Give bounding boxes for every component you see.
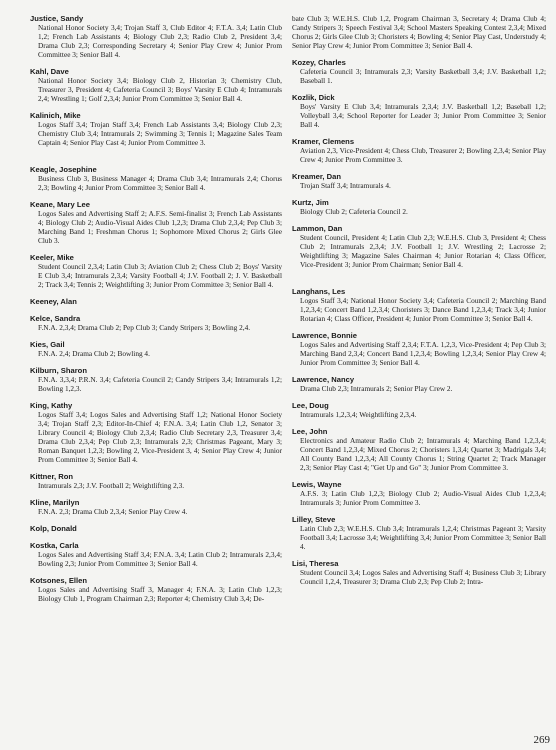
activities-text: Logos Staff 3,4; National Honor Society 3,4; Cafeteria Council 2; Marching Band 1,2,3,4; Concert Band 1,2,3,4; Choristers 3; Dance Band 1,2,3,4; Track 3,4; Junior Rotarian 4; Class Officer, President 4; Junior Prom Committee 3; Senior Ball 4. (300, 296, 546, 323)
activities-text: Student Council 3,4; Logos Sales and Advertising Staff 4; Business Club 3; Library Council 1,2,4, Treasurer 3; Drama Club 2,3; Pep Club 2; Intra- (300, 568, 546, 586)
activities-text: Logos Sales and Advertising Staff 2; A.F.S. Semi-finalist 3; French Lab Assistants 4; Biology Club 2; Audio-Visual Aides Club 1,2,3; Drama Club 2,3,4; Pep Club 3; Marching Band 1; Freshman Chorus 1; Sophomore Mixed Chorus 2; Girls Glee Club 3. (38, 209, 282, 245)
page-number: 269 (533, 734, 550, 746)
student-name: Keagle, Josephine (30, 165, 97, 174)
activities-text: F.N.A. 2,3,4; Drama Club 2; Pep Club 3; Candy Stripers 3; Bowling 2,4. (38, 323, 251, 332)
roster-entry (30, 67, 282, 103)
student-name: Lammon, Dan (292, 224, 343, 233)
activities-text: National Honor Society 3,4; Biology Club 2, Historian 3; Chemistry Club, Treasurer 3, President 4; Cafeteria Council 3; Boys' Varsity E Club 4; Intramurals 2,4; Wrestling 1; Golf 2,3,4; Junior Prom Committee 3; Senior Ball 4. (38, 76, 282, 103)
student-name: Lawrence, Bonnie (292, 331, 357, 340)
roster-entry (292, 515, 546, 551)
roster-entry (30, 401, 282, 464)
roster-entry (30, 524, 282, 533)
roster-entry (292, 287, 546, 323)
roster-entry (292, 331, 546, 367)
roster-entry (30, 111, 282, 147)
roster-entry (292, 198, 546, 216)
roster-entry (30, 314, 282, 332)
student-name: King, Kathy (30, 401, 73, 410)
student-name: Lilley, Steve (292, 515, 336, 524)
student-name: Lewis, Wayne (292, 480, 342, 489)
student-name: Kalinich, Mike (30, 111, 81, 120)
roster-entry (30, 472, 282, 490)
activities-text: Aviation 2,3, Vice-President 4; Chess Club, Treasurer 2; Bowling 2,3,4; Senior Play Crew 4; Junior Prom Committee 3. (300, 146, 546, 164)
activities-text: Latin Club 2,3; W.E.H.S. Club 3,4; Intramurals 1,2,4; Christmas Pageant 3; Varsity Football 3,4; Lacrosse 3,4; Weightlifting 3,4; Junior Prom Committee 3; Senior Ball 4. (300, 524, 546, 551)
roster-entry (30, 340, 282, 358)
student-name: Kostka, Carla (30, 541, 79, 550)
activities-text: Logos Sales and Advertising Staff 2,3,4; F.T.A. 1,2,3, Vice-President 4; Pep Club 3; Marching Band 2,3,4; Concert Band 1,2,3,4; Bowling 1,2,3,4; Senior Play Crew 4; Junior Prom Committee 3; Senior Ball 4. (300, 340, 546, 367)
roster-entry (292, 559, 546, 586)
roster-entry (292, 375, 546, 393)
activities-text: Student Council 2,3,4; Latin Club 3; Aviation Club 2; Chess Club 2; Boys' Varsity E Club 3,4; Intramurals 2,3,4; Varsity Football 4; J.V. Football 2; J. V. Basketball 2; Track 3,4; Tennis 2; Weightlifting 3; Junior Prom Committee 3; Senior Ball 4. (38, 262, 282, 289)
roster-entry (30, 498, 282, 516)
activities-text: Cafeteria Council 3; Intramurals 2,3; Varsity Basketball 3,4; J.V. Basketball 1,2; Baseball 1. (300, 67, 546, 85)
student-name: Kurtz, Jim (292, 198, 329, 207)
student-name: Kramer, Clemens (292, 137, 355, 146)
activities-text: A.F.S. 3; Latin Club 1,2,3; Biology Club 2; Audio-Visual Aides Club 1,2,3,4; Intramurals 3; Junior Prom Committee 3. (300, 489, 546, 507)
student-name: Lee, John (292, 427, 328, 436)
student-name: Kozey, Charles (292, 58, 346, 67)
roster-entry (292, 427, 546, 472)
student-name: Kahl, Dave (30, 67, 69, 76)
activities-text: Electronics and Amateur Radio Club 2; Intramurals 4; Marching Band 1,2,3,4; Concert Band 1,2,3,4; Mixed Chorus 2; Choristers 1,3,4; Quartet 3; Madrigals 3,4; All County Band 1,2,3,4; All County Chorus 1; String Quartet 2; Track Manager 2,3; Senior Play Cast 4; "Get Up and Go" 3; Junior Prom Committee 3. (300, 436, 546, 472)
activities-text: Student Council, President 4; Latin Club 2,3; W.E.H.S. Club 3, President 4; Chess Club 2; Intramurals 2,3,4; J.V. Football 1; J.V. Wrestling 2; Lacrosse 2; Weightlifting 3; Magazine Sales Chairman 4; Junior Rotarian 4; Class Officer, Vice-President 3; Junior Prom Chairman; Senior Ball 4. (300, 233, 546, 269)
roster-entry (30, 576, 282, 603)
activities-text: Intramurals 2,3; J.V. Football 2; Weightlifting 2,3. (38, 481, 185, 490)
roster-entry (30, 165, 282, 192)
student-name: Kline, Marilyn (30, 498, 80, 507)
student-name: Kittner, Ron (30, 472, 74, 481)
student-name: Lee, Doug (292, 401, 329, 410)
student-name: Kies, Gail (30, 340, 65, 349)
activities-text: Logos Sales and Advertising Staff 3,4; F.N.A. 3,4; Latin Club 2; Intramurals 2,3,4; Bowling 2,3; Junior Prom Committee 3; Senior Ball 4. (38, 550, 282, 568)
activities-text: Intramurals 1,2,3,4; Weightlifting 2,3,4. (300, 410, 417, 419)
roster-entry (30, 253, 282, 289)
roster-entry (292, 172, 546, 190)
student-name: Kozlik, Dick (292, 93, 335, 102)
roster-entry (292, 401, 546, 419)
roster-entry (30, 366, 282, 393)
roster-entry (292, 58, 546, 85)
roster-entry (30, 297, 282, 306)
student-name: Kolp, Donald (30, 524, 77, 533)
right-column (292, 14, 546, 586)
activities-text: Logos Sales and Advertising Staff 3, Manager 4; F.N.A. 3; Latin Club 1,2,3; Biology Club 1, Program Chairman 2,3; Reporter 4; Chemistry Club 3,4; De- (38, 585, 282, 603)
roster-entry (30, 14, 282, 59)
activities-text: Logos Staff 3,4; Logos Sales and Advertising Staff 1,2; National Honor Society 3,4; Trojan Staff 2,3; Editor-In-Chief 4; F.N.A. 3,4; Latin Club 1,2, Senator 3; Library Council 4; Biology Club 2,3,4; Radio Club Secretary 2,3, Treasurer 3,4; Drama Club 2,3,4; Pep Club 2,3; Intramurals 2,3; Christmas Pageant, Mary 3; Roman Banquet 1,2,3; Bowling 2, Vice-President 3, 4; Senior Play Crew 4; Junior Prom Committee 3; Senior Ball 4. (38, 410, 282, 464)
roster-entry (292, 224, 546, 269)
roster-entry (30, 200, 282, 245)
roster-entry (292, 137, 546, 164)
student-name: Langhans, Les (292, 287, 346, 296)
activities-text: Boys' Varsity E Club 3,4; Intramurals 2,3,4; J.V. Basketball 1,2; Baseball 1,2; Volleyball 3,4; School Reporter for Leader 3; Junior Prom Committee 3; Senior Ball 4. (300, 102, 546, 129)
activities-text: F.N.A. 3,3,4; P.R.N. 3,4; Cafeteria Council 2; Candy Stripers 3,4; Intramurals 1,2; Bowling 1,2,3. (38, 375, 282, 393)
activities-text: Trojan Staff 3,4; Intramurals 4. (300, 181, 391, 190)
roster-entry (292, 93, 546, 129)
roster-entry (292, 480, 546, 507)
roster-entry (30, 541, 282, 568)
activities-text: Logos Staff 3,4; Trojan Staff 3,4; French Lab Assistants 3,4; Biology Club 2,3; Chemistry Club 3,4; Intramurals 2; Swimming 3; Tennis 1; Magazine Sales Team Captain 4; Senior Play Cast 4; Junior Prom Committee 3. (38, 120, 282, 147)
student-name: Lisi, Theresa (292, 559, 339, 568)
activities-text: National Honor Society 3,4; Trojan Staff 3, Club Editor 4; F.T.A. 3,4; Latin Club 1,2; French Lab Assistants 4; Biology Club 2,3; Radio Club 2, President 3,4; Drama Club 2,3; Corresponding Secretary 4; Senior Play Crew 4; Junior Prom Committee 3; Senior Ball 4. (38, 23, 282, 59)
activities-text: F.N.A. 2,3; Drama Club 2,3,4; Senior Play Crew 4. (38, 507, 188, 516)
activities-text: Drama Club 2,3; Intramurals 2; Senior Play Crew 2. (300, 384, 453, 393)
activities-text: F.N.A. 2,4; Drama Club 2; Bowling 4. (38, 349, 150, 358)
activities-text: Business Club 3, Business Manager 4; Drama Club 3,4; Intramurals 2,4; Chorus 2,3; Bowling 4; Junior Prom Committee 3; Senior Ball 4. (38, 174, 282, 192)
continuation-text: bate Club 3; W.E.H.S. Club 1,2, Program Chairman 3, Secretary 4; Drama Club 4; Candy Stripers 3; Speech Festival 3,4; School Masters Speaking Contest 2,3,4; Mixed Chorus 2; Girls Glee Club 3; Choristers 4; Bowling 4; Senior Play Cast, Understudy 4; Senior Play Crew 4; Junior Prom Committee 3; Senior Ball 4. (292, 14, 546, 50)
student-name: Keeler, Mike (30, 253, 74, 262)
student-name: Justice, Sandy (30, 14, 84, 23)
student-name: Kelce, Sandra (30, 314, 81, 323)
student-name: Keeney, Alan (30, 297, 77, 306)
student-name: Kotsones, Ellen (30, 576, 87, 585)
student-name: Kreamer, Dan (292, 172, 341, 181)
student-name: Lawrence, Nancy (292, 375, 355, 384)
left-column (30, 14, 282, 603)
activities-text: Biology Club 2; Cafeteria Council 2. (300, 207, 408, 216)
student-name: Keane, Mary Lee (30, 200, 90, 209)
student-name: Kilburn, Sharon (30, 366, 87, 375)
